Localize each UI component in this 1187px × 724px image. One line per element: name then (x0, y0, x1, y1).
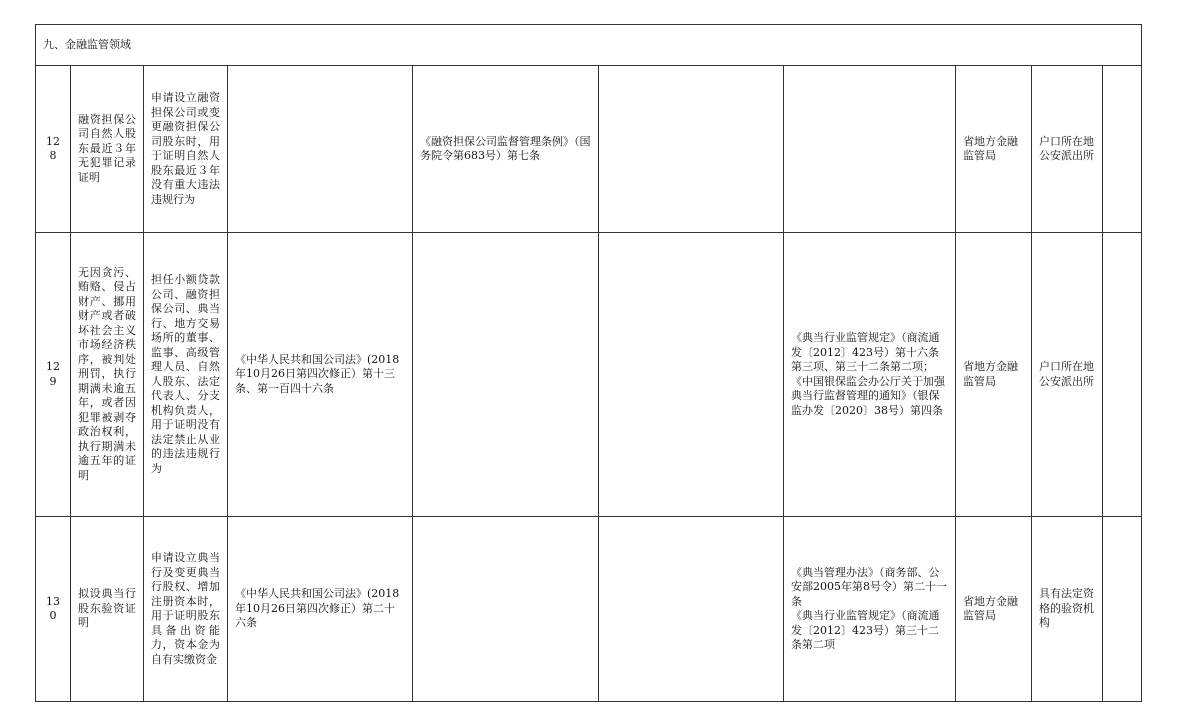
certificate-purpose: 担任小额贷款公司、融资担保公司、典当行、地方交易场所的董事、监事、高级管理人员、自然人股东、法定代表人、分支机构负责人，用于证明没有法定禁止从业的违法违规行为 (144, 233, 228, 517)
competent-authority: 省地方金融监管局 (956, 517, 1032, 702)
financial-supervision-table (35, 24, 1142, 702)
table-row (36, 517, 1142, 702)
certificate-name: 拟设典当行股东验资证明 (71, 517, 144, 702)
local-regulation-basis (599, 517, 784, 702)
competent-authority: 省地方金融监管局 (956, 66, 1032, 233)
section-header-row (36, 25, 1142, 66)
law-basis: 《中华人民共和国公司法》(2018年10月26日第四次修正）第十三条、第一百四十六条 (228, 233, 413, 517)
table-row (36, 66, 1142, 233)
certificate-name: 融资担保公司自然人股东最近３年无犯罪记录证明 (71, 66, 144, 233)
row-number: 130 (36, 517, 71, 702)
issuing-authority: 户口所在地公安派出所 (1032, 233, 1103, 517)
remark-cell (1103, 66, 1142, 233)
regulation-basis (413, 517, 599, 702)
certificate-purpose: 申请设立典当行及变更典当行股权、增加注册资本时，用于证明股东具备出资能力，资本金为自有实缴资金 (144, 517, 228, 702)
department-rule-basis (784, 66, 956, 233)
issuing-authority: 户口所在地公安派出所 (1032, 66, 1103, 233)
department-rule-basis: 《典当行业监管规定》（商流通发〔2012〕423号）第十六条第三项、第三十二条第二项；《中国银保监会办公厅关于加强典当行监督管理的通知》（银保监办发〔2020〕38号）第四条 (784, 233, 956, 517)
remark-cell (1103, 517, 1142, 702)
table-row (36, 233, 1142, 517)
department-rule-line: 《典当行业监管规定》（商流通发〔2012〕423号）第三十二条第二项 (791, 609, 940, 651)
law-basis: 《中华人民共和国公司法》(2018年10月26日第四次修正）第二十六条 (228, 517, 413, 702)
remark-cell (1103, 233, 1142, 517)
law-basis (228, 66, 413, 233)
department-rule-line: 《典当管理办法》（商务部、公安部2005年第8号令）第二十一条 (791, 565, 947, 608)
issuing-authority: 具有法定资格的验资机构 (1032, 517, 1103, 702)
regulation-basis (413, 233, 599, 517)
local-regulation-basis (599, 66, 784, 233)
regulation-basis: 《融资担保公司监督管理条例》（国务院令第683号）第七条 (413, 66, 599, 233)
certificate-name: 无因贪污、贿赂、侵占财产、挪用财产或者破坏社会主义市场经济秩序，被判处刑罚，执行期满未逾五年，或者因犯罪被剥夺政治权利，执行期满未逾五年的证明 (71, 233, 144, 517)
section-title: 九、金融监管领域 (36, 25, 1142, 66)
row-number: 128 (36, 66, 71, 233)
competent-authority: 省地方金融监管局 (956, 233, 1032, 517)
department-rule-basis (784, 517, 956, 702)
row-number: 129 (36, 233, 71, 517)
local-regulation-basis (599, 233, 784, 517)
certificate-purpose: 申请设立融资担保公司或变更融资担保公司股东时，用于证明自然人股东最近３年没有重大违法违规行为 (144, 66, 228, 233)
